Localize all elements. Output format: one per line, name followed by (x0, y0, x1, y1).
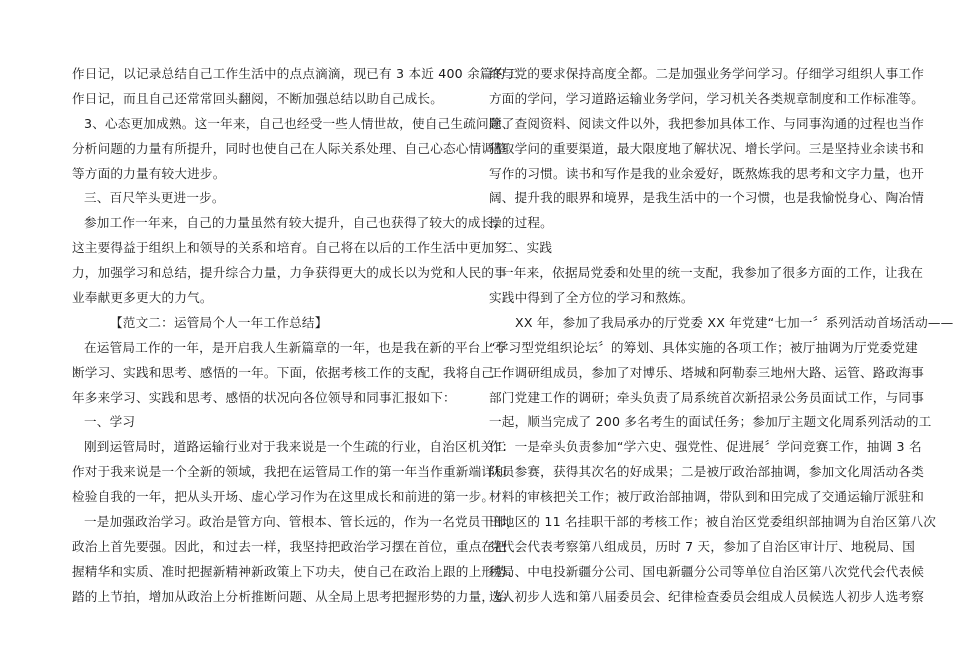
right-text-column (489, 62, 953, 610)
text-line: 终与党的要求保持高度全都。二是加强业务学问学习。仔细学习组织人事工作 (489, 66, 924, 81)
text-line: 工作调研组成员，参加了对博乐、塔城和阿勒泰三地州大路、运管、路政海事 (489, 364, 924, 380)
text-line: 田地区的 11 名挂职干部的考核工作；被自治区党委组织部抽调为自治区第八次 (489, 514, 937, 530)
left-text-column (72, 62, 520, 610)
text-line: 税局、中电投新疆分公司、国电新疆分公司等单位自治区第八次党代会代表候 (489, 563, 924, 579)
text-line: 力，加强学习和总结，提升综合力量，力争获得更大的成长以为党和人民的事 (72, 265, 507, 281)
text-line: 队员参赛，获得其次名的好成果；二是被厅政治部抽调，参加文化周活动各类 (489, 464, 924, 480)
text-line: 一、学习 (84, 414, 136, 430)
text-line: 猎取学问的重要渠道，最大限度地了解状况、增长学问。三是坚持业余读书和 (489, 140, 924, 156)
text-line: 握精华和实质、准时把握新精神新政策上下功夫，使自己在政治上跟的上形势、 (72, 563, 520, 579)
text-line: 刚到运管局时，道路运输行业对于我来说是一个生疏的行业，自治区机关工 (84, 439, 507, 455)
text-line: 材料的审核把关工作；被厅政治部抽调，带队到和田完成了交通运输厅派驻和 (489, 489, 924, 505)
text-line: 年多来学习、实践和思考、感悟的状况向各位领导和同事汇报如下： (72, 389, 456, 405)
text-line: 分析问题的力量有所提升，同时也使自己在人际关系处理、自己心态心情调整 (72, 140, 507, 156)
text-line: 选人初步人选和第八届委员会、纪律检查委员会组成人员候选人初步人选考察 (489, 588, 924, 604)
text-line: 作日记，而且自己还常常回头翻阅，不断加强总结以助自己成长。 (72, 90, 444, 106)
text-line: 这主要得益于组织上和领导的关系和培育。自己将在以后的工作生活中更加努 (72, 240, 507, 256)
text-line: 阔、提升我的眼界和境界，是我生活中的一个习惯，也是我愉悦身心、陶冶情 (489, 190, 924, 206)
text-line: 政治上首先要强。因此，和过去一样，我坚持把政治学习摆在首位，重点在把 (72, 538, 507, 554)
text-line: 方面的学问，学习道路运输业务学问，学习机关各类规章制度和工作标准等。 (489, 90, 924, 106)
text-line: 作对于我来说是一个全新的领域，我把在运管局工作的第一年当作重新端详和 (72, 464, 507, 480)
text-line: 3、心态更加成熟。这一年来，自己也经受一些人情世故，使自己生疏问题、 (84, 115, 515, 131)
text-line: 写作的习惯。读书和写作是我的业余爱好，既熬炼我的思考和文字力量，也开 (489, 165, 924, 181)
text-line: 操的过程。 (489, 215, 553, 231)
text-line: 党代会代表考察第八组成员，历时 7 天，参加了自治区审计厅、地税局、国 (489, 538, 916, 554)
text-line: 【范文二：运管局个人一年工作总结】 (110, 314, 328, 330)
text-line: 业奉献更多更大的力气。 (72, 290, 213, 306)
text-line: 一年来，依据局党委和处里的统一支配，我参加了很多方面的工作，让我在 (501, 265, 924, 281)
text-line: 断学习、实践和思考、感悟的一年。下面，依据考核工作的支配，我将自己一 (72, 364, 507, 380)
text-line: 实践中得到了全方位的学习和熬炼。 (489, 290, 694, 306)
text-line: 一起，顺当完成了 200 多名考生的面试任务；参加厅主题文化周系列活动的工 (489, 414, 932, 430)
text-line: 踏的上节拍，增加从政治上分析推断问题、从全局上思考把握形势的力量，始 (72, 588, 507, 604)
text-line: “学习型党组织论坛〞的筹划、具体实施的各项工作；被厅抽调为厅党委党建 (489, 339, 918, 355)
text-line: 等方面的力量有较大进步。 (72, 165, 226, 181)
text-line: 部门党建工作的调研；牵头负责了局系统首次新招录公务员面试工作，与同事 (489, 389, 924, 405)
text-line: 二、实践 (501, 240, 553, 256)
text-line: 除了查阅资料、阅读文件以外，我把参加具体工作、与同事沟通的过程也当作 (489, 115, 924, 131)
text-line: 在运管局工作的一年，是开启我人生新篇章的一年，也是我在新的平台上不 (84, 339, 507, 355)
text-line: 作：一是牵头负责参加“学六史、强党性、促进展〞学问竞赛工作，抽调 3 名 (489, 439, 922, 455)
text-line: 检验自我的一年，把从头开场、虚心学习作为在这里成长和前进的第一步。 (72, 489, 495, 505)
text-line: 一是加强政治学习。政治是管方向、管根本、管长远的，作为一名党员干部， (84, 514, 519, 530)
text-line: 参加工作一年来，自己的力量虽然有较大提升，自己也获得了较大的成长， (84, 215, 507, 231)
text-line: XX 年，参加了我局承办的厅党委 XX 年党建“七加一〞系列活动首场活动—— (515, 314, 953, 330)
text-line: 作日记，以记录总结自己工作生活中的点点滴滴，现已有 3 本近 400 余篇的工 (72, 66, 519, 81)
text-line: 三、百尺竿头更进一步。 (84, 190, 225, 206)
